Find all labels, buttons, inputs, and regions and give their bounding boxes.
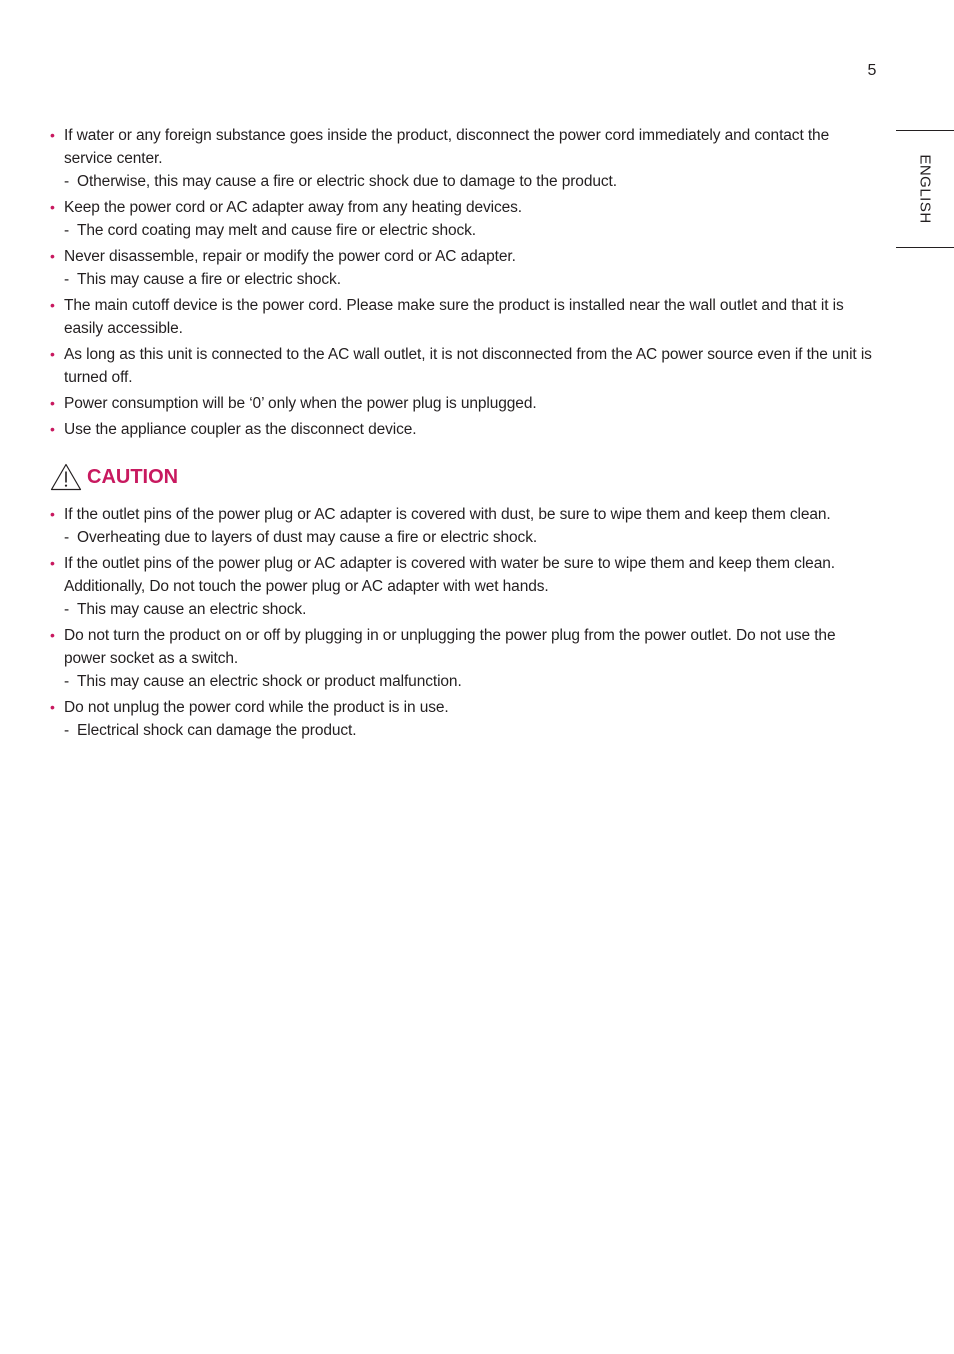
warning-item-text: If water or any foreign substance goes inside the product, disconnect the power cord immediately and contact the service center.: [64, 127, 830, 167]
caution-item-text: Do not unplug the power cord while the product is in use.: [64, 699, 449, 716]
bullet-dot-icon: •: [50, 627, 55, 643]
language-tab-label: ENGLISH: [916, 154, 934, 224]
language-tab: [896, 130, 954, 248]
bullet-dot-icon: •: [50, 699, 55, 715]
bullet-dot-icon: •: [50, 346, 55, 362]
warning-item: [50, 418, 880, 441]
caution-item-note-text: Overheating due to layers of dust may cause a fire or electric shock.: [77, 529, 538, 546]
warning-item-note: [64, 170, 880, 193]
caution-item-note: [64, 598, 880, 621]
warning-item-text: The main cutoff device is the power cord. Please make sure the product is installed near the wall outlet and that it is easily accessible.: [64, 297, 844, 337]
warning-item-text: Keep the power cord or AC adapter away from any heating devices.: [64, 199, 523, 216]
bullet-dot-icon: •: [50, 199, 55, 215]
caution-item-text: If the outlet pins of the power plug or AC adapter is covered with dust, be sure to wipe them and keep them clean.: [64, 506, 831, 523]
caution-item: [50, 696, 880, 742]
caution-item-note-text: This may cause an electric shock or product malfunction.: [77, 673, 462, 690]
warning-item-text: Power consumption will be ‘0’ only when the power plug is unplugged.: [64, 395, 537, 412]
bullet-dot-icon: •: [50, 395, 55, 411]
bullet-dot-icon: •: [50, 421, 55, 437]
note-dash: -: [64, 173, 70, 190]
note-dash: -: [64, 722, 70, 739]
bullet-dot-icon: •: [50, 297, 55, 313]
caution-item-note-text: Electrical shock can damage the product.: [77, 722, 357, 739]
caution-item-note-text: This may cause an electric shock.: [77, 601, 307, 618]
note-dash: -: [64, 601, 70, 618]
bullet-dot-icon: •: [50, 506, 55, 522]
warning-item-note-text: This may cause a fire or electric shock.: [77, 271, 341, 288]
warning-item-text: Use the appliance coupler as the disconnect device.: [64, 421, 417, 438]
warning-item: [50, 392, 880, 415]
note-dash: -: [64, 673, 70, 690]
caution-title: CAUTION: [87, 466, 179, 488]
warning-item: [50, 196, 880, 242]
warning-item-note-text: Otherwise, this may cause a fire or electric shock due to damage to the product.: [77, 173, 617, 190]
warning-item: [50, 124, 880, 193]
caution-item: [50, 503, 880, 549]
main-content: [50, 124, 880, 745]
caution-item-note: [64, 670, 880, 693]
caution-item-text: If the outlet pins of the power plug or AC adapter is covered with water be sure to wipe them and keep them clean. Additionally, Do not touch the power plug or AC adapter with wet hands.: [64, 555, 835, 595]
note-dash: -: [64, 271, 70, 288]
warning-list: [50, 124, 880, 441]
page-number: 5: [867, 62, 877, 79]
caution-item-note: [64, 526, 880, 549]
warning-item: [50, 343, 880, 389]
caution-item-text: Do not turn the product on or off by plugging in or unplugging the power plug from the power outlet. Do not use the power socket as a switch.: [64, 627, 836, 667]
caution-item: [50, 624, 880, 693]
bullet-dot-icon: •: [50, 555, 55, 571]
caution-list: [50, 503, 880, 742]
warning-item: [50, 294, 880, 340]
warning-item-note: [64, 268, 880, 291]
warning-item: [50, 245, 880, 291]
warning-item-text: Never disassemble, repair or modify the power cord or AC adapter.: [64, 248, 516, 265]
note-dash: -: [64, 222, 70, 239]
note-dash: -: [64, 529, 70, 546]
bullet-dot-icon: •: [50, 248, 55, 264]
bullet-dot-icon: •: [50, 127, 55, 143]
warning-item-note-text: The cord coating may melt and cause fire or electric shock.: [77, 222, 477, 239]
caution-heading: [50, 462, 880, 492]
warning-item-text: As long as this unit is connected to the AC wall outlet, it is not disconnected from the AC power source even if the unit is turned off.: [64, 346, 872, 386]
warning-triangle-icon: [50, 463, 82, 491]
warning-item-note: [64, 219, 880, 242]
caution-item-note: [64, 719, 880, 742]
caution-item: [50, 552, 880, 621]
